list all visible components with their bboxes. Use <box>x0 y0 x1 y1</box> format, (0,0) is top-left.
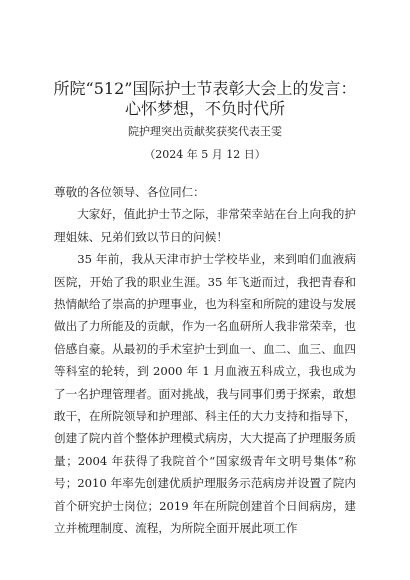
speech-body <box>54 181 356 540</box>
speaker-line: 院护理突出贡献奖获奖代表王雯 <box>128 125 282 138</box>
paragraph-greeting: 大家好，值此护士节之际，非常荣幸站在台上向我的护理姐妹、兄弟们致以节日的问候！ <box>54 207 356 244</box>
date-line: （2024 年 5 月 12 日） <box>144 148 266 161</box>
document-title-line-1: 所院“512”国际护士节表彰大会上的发言： <box>53 79 357 98</box>
paragraph-career: 35 年前，我从天津市护士学校毕业，来到咱们血液病医院，开始了我的职业生涯。35 年飞逝而过，我把青春和热情献给了崇高的护理事业，也为科室和所院的建设与发展做出了力所能及的贡献，作为一名血研所人我非常荣幸，也倍感自豪。从最初的手术室护士到血一、血二、血三、血四等科室的轮转，到 2000 年 1 月血液五科成立，我也成为了一名护理管理者。面对挑战，我与同事们勇于探索，敢想敢干，在所院领导和护理部、科主任的大力支持和指导下，创建了院内首个整体护理模式病房，大大提高了护理服务质量；2004 年获得了我院首个“国家级青年文明号集体”称号；2010 年率先创建优质护理服务示范病房并设置了院内首个研究护士岗位；2019 年在所院创建首个日间病房，建立并梳理制度、流程，为所院全面开展此项工作 <box>54 252 356 536</box>
document-title-line-2: 心怀梦想，不负时代所 <box>124 99 285 118</box>
salutation: 尊敬的各位领导、各位同仁： <box>54 185 205 199</box>
